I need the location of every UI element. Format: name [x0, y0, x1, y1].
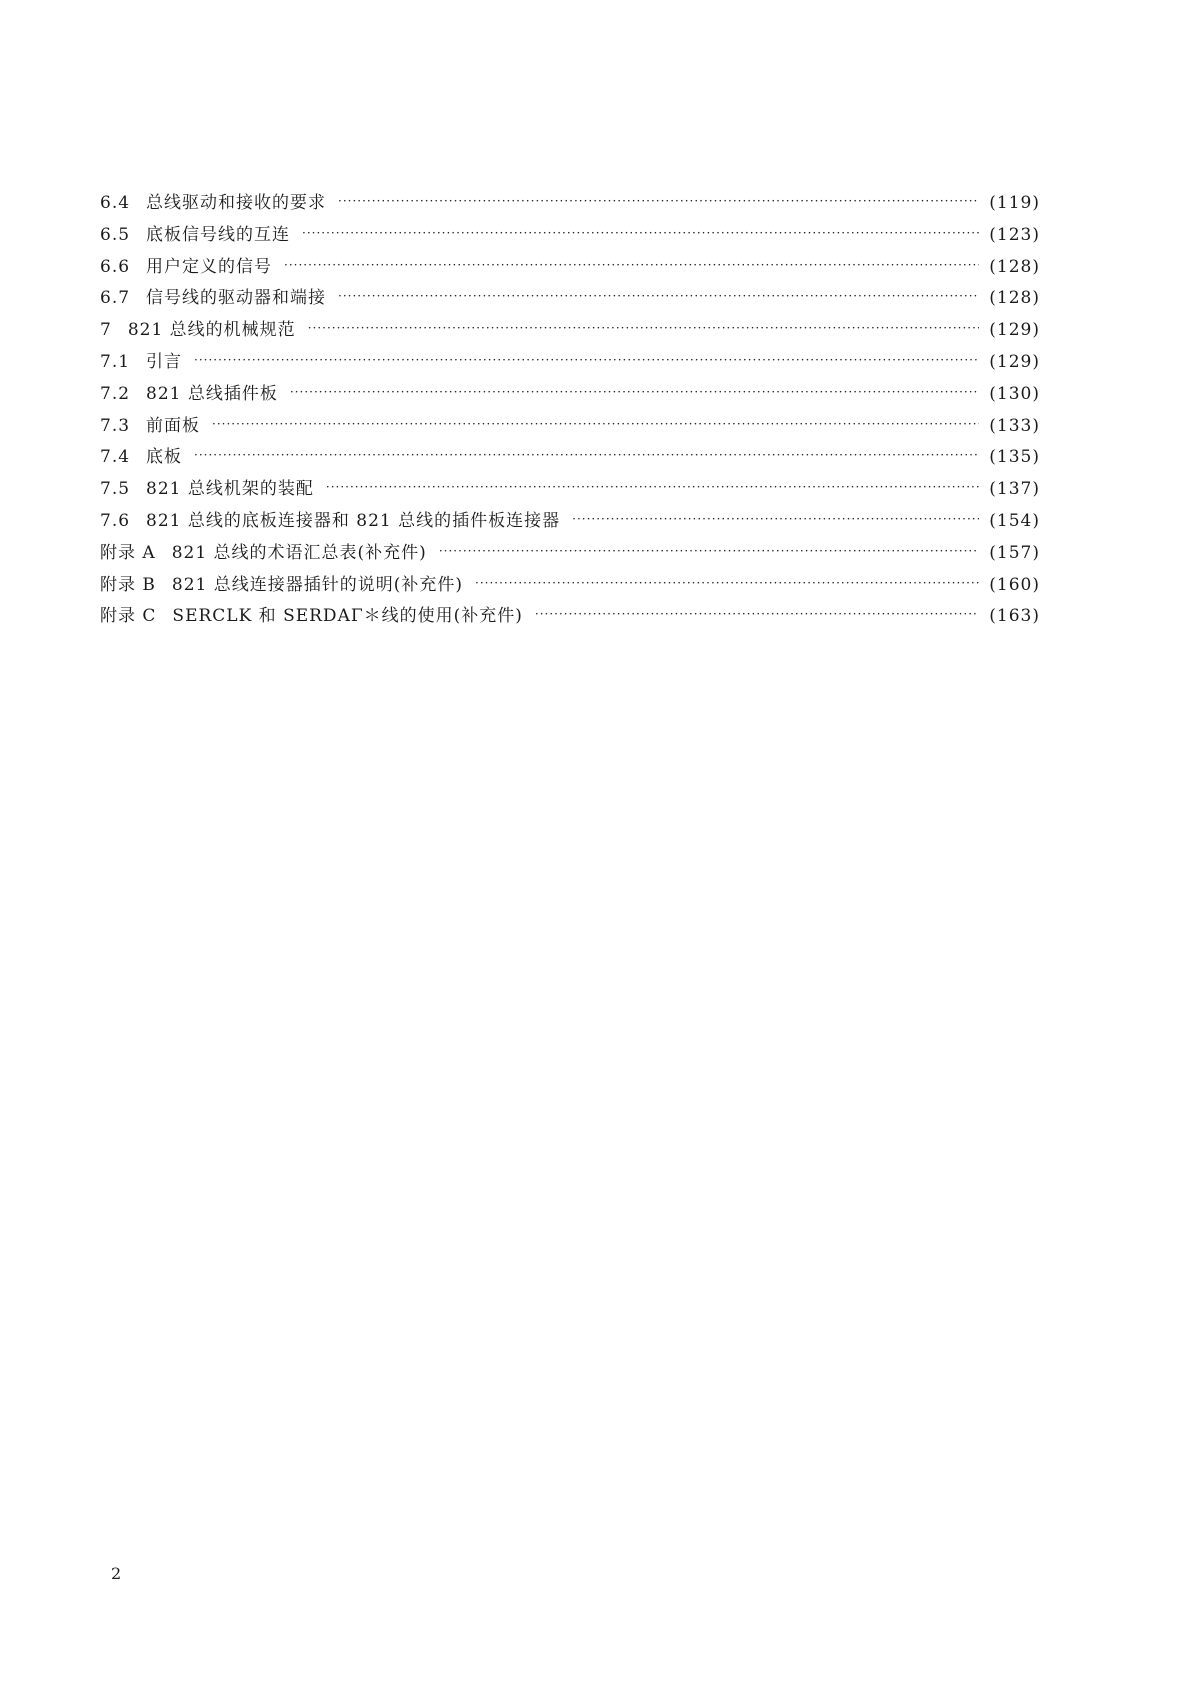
- toc-section-title: 底板信号线的互连: [146, 224, 291, 245]
- toc-entry[interactable]: [100, 347, 1040, 379]
- toc-section-number: 6.7: [100, 288, 131, 309]
- toc-entry[interactable]: [100, 379, 1040, 411]
- toc-section-number: 7.3: [100, 415, 131, 436]
- toc-entry[interactable]: [100, 283, 1040, 315]
- toc-section-number: 6.6: [100, 256, 131, 277]
- toc-section-number: 7: [100, 320, 112, 341]
- toc-page-number: (130): [989, 383, 1040, 404]
- toc-appendix-label: 附录 A: [100, 542, 156, 563]
- toc-section-number: 6.4: [100, 193, 131, 213]
- toc-page-number: (137): [989, 479, 1040, 500]
- toc-dot-leader: [194, 345, 979, 377]
- toc-page-number: (135): [989, 447, 1040, 468]
- toc-dot-leader: [338, 281, 979, 313]
- toc-page-number: (157): [989, 542, 1040, 563]
- toc-section-title: 821 总线的底板连接器和 821 总线的插件板连接器: [146, 510, 561, 531]
- toc-entry[interactable]: [100, 570, 1040, 602]
- page-footer-number: 2: [111, 1564, 122, 1583]
- toc-dot-leader: [308, 313, 980, 345]
- toc-page-number: (129): [989, 320, 1040, 341]
- toc-page-number: (163): [989, 606, 1040, 627]
- toc-entry[interactable]: [100, 442, 1040, 474]
- toc-entry[interactable]: [100, 538, 1040, 570]
- toc-section-title: 前面板: [146, 415, 201, 436]
- toc-section-title: SERCLK 和 SERDAΓ＊线的使用(补充件): [172, 606, 523, 627]
- toc-section-title: 821 总线机架的装配: [146, 479, 314, 500]
- toc-page-number: (119): [989, 193, 1040, 213]
- toc-dot-leader: [439, 536, 979, 568]
- toc-section-title: 用户定义的信号: [146, 256, 273, 277]
- toc-dot-leader: [284, 250, 979, 282]
- toc-section-number: 6.5: [100, 224, 131, 245]
- toc-dot-leader: [290, 377, 979, 409]
- toc-page-number: (123): [989, 224, 1040, 245]
- toc-dot-leader: [302, 218, 979, 250]
- toc-entry[interactable]: [100, 601, 1040, 633]
- toc-section-number: 7.1: [100, 351, 131, 372]
- toc-section-title: 总线驱动和接收的要求: [146, 193, 327, 213]
- toc-section-number: 7.4: [100, 447, 131, 468]
- toc-page-number: (129): [989, 351, 1040, 372]
- toc-dot-leader: [326, 472, 979, 504]
- toc-entry[interactable]: [100, 411, 1040, 443]
- toc-entry[interactable]: [100, 220, 1040, 252]
- toc-dot-leader: [212, 409, 979, 441]
- toc-dot-leader: [338, 186, 979, 218]
- toc-section-title: 底板: [146, 447, 183, 468]
- toc-section-title: 信号线的驱动器和端接: [146, 288, 327, 309]
- toc-entry[interactable]: [100, 474, 1040, 506]
- toc-entry[interactable]: [100, 188, 1040, 220]
- toc-page-number: (154): [989, 510, 1040, 531]
- toc-page-number: (160): [989, 574, 1040, 595]
- toc-appendix-label: 附录 C: [100, 606, 157, 627]
- toc-section-title: 821 总线插件板: [146, 383, 278, 404]
- toc-page-number: (133): [989, 415, 1040, 436]
- toc-appendix-label: 附录 B: [100, 574, 156, 595]
- toc-entry[interactable]: [100, 315, 1040, 347]
- toc-entry[interactable]: [100, 252, 1040, 284]
- toc-dot-leader: [535, 599, 979, 631]
- toc-section-title: 821 总线的机械规范: [127, 320, 296, 341]
- toc-dot-leader: [572, 504, 979, 536]
- table-of-contents: [100, 188, 1040, 633]
- toc-entry[interactable]: [100, 506, 1040, 538]
- toc-dot-leader: [194, 440, 979, 472]
- toc-section-title: 821 总线连接器插针的说明(补充件): [171, 574, 464, 595]
- toc-page-number: (128): [989, 288, 1040, 309]
- toc-section-number: 7.2: [100, 383, 131, 404]
- toc-section-title: 引言: [146, 351, 183, 372]
- toc-section-title: 821 总线的术语汇总表(补充件): [171, 542, 427, 563]
- toc-page-number: (128): [989, 256, 1040, 277]
- toc-section-number: 7.5: [100, 479, 131, 500]
- toc-dot-leader: [475, 568, 979, 600]
- toc-section-number: 7.6: [100, 510, 131, 531]
